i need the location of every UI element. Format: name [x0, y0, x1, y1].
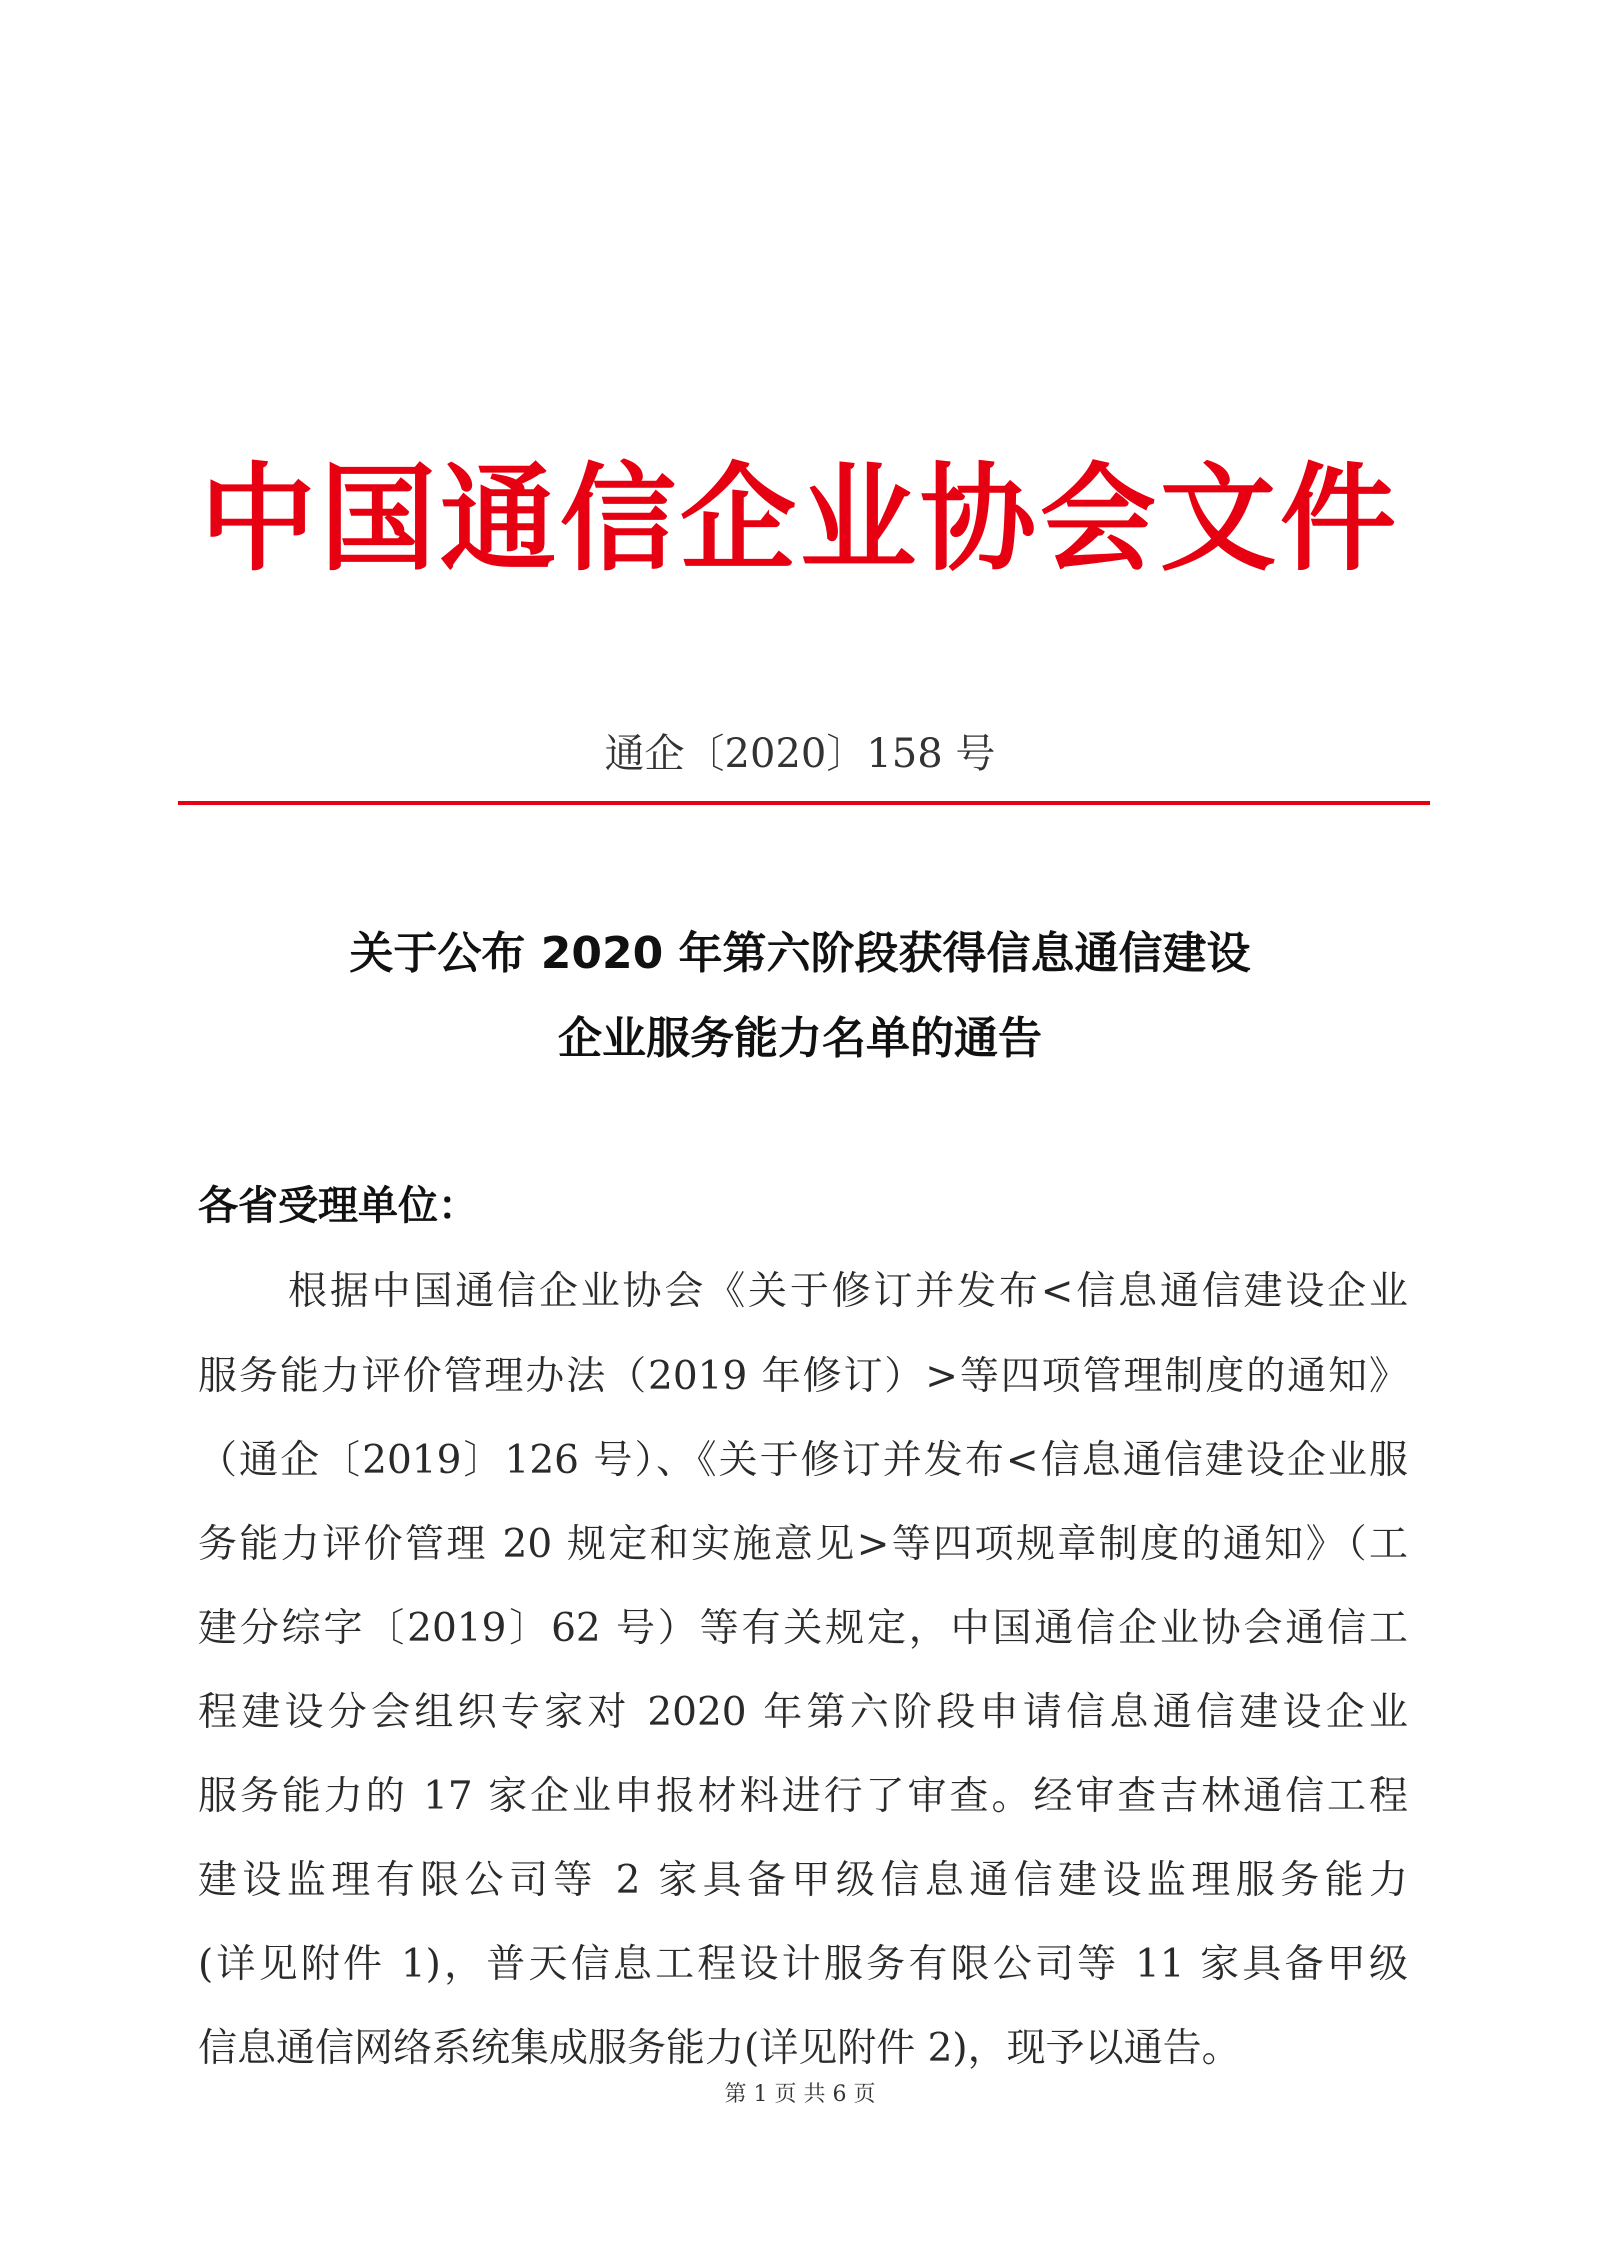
body-line: (详见附件 1)，普天信息工程设计服务有限公司等 11 家具备甲级 [198, 1942, 1408, 1987]
body-line: 服务能力的 17 家企业申报材料进行了审查。经审查吉林通信工程 [198, 1774, 1408, 1819]
document-number: 通企〔2020〕158 号 [604, 731, 996, 777]
body-line: 务能力评价管理 20 规定和实施意见>等四项规章制度的通知》（工 [198, 1522, 1408, 1567]
body-line: 根据中国通信企业协会《关于修订并发布<信息通信建设企业 [288, 1269, 1408, 1314]
body-line: 信息通信网络系统集成服务能力(详见附件 2)，现予以通告。 [198, 2026, 1241, 2071]
page-number-footer: 第 1 页 共 6 页 [724, 2082, 876, 2107]
body-line: 建设监理有限公司等 2 家具备甲级信息通信建设监理服务能力 [198, 1858, 1408, 1903]
body-line: 服务能力评价管理办法（2019 年修订）>等四项管理制度的通知》 [198, 1354, 1408, 1399]
header-divider-rule [178, 801, 1430, 805]
body-line: 建分综字〔2019〕62 号）等有关规定，中国通信企业协会通信工 [198, 1606, 1408, 1651]
notice-title-line-2: 企业服务能力名单的通告 [558, 1013, 1042, 1064]
body-line: （通企〔2019〕126 号）、《关于修订并发布<信息通信建设企业服 [198, 1438, 1408, 1483]
body-line: 程建设分会组织专家对 2020 年第六阶段申请信息通信建设企业 [198, 1690, 1408, 1735]
salutation: 各省受理单位： [198, 1183, 478, 1229]
notice-title-line-1: 关于公布 2020 年第六阶段获得信息通信建设 [349, 928, 1251, 979]
document-header-title: 中国通信企业协会文件 [200, 452, 1400, 587]
